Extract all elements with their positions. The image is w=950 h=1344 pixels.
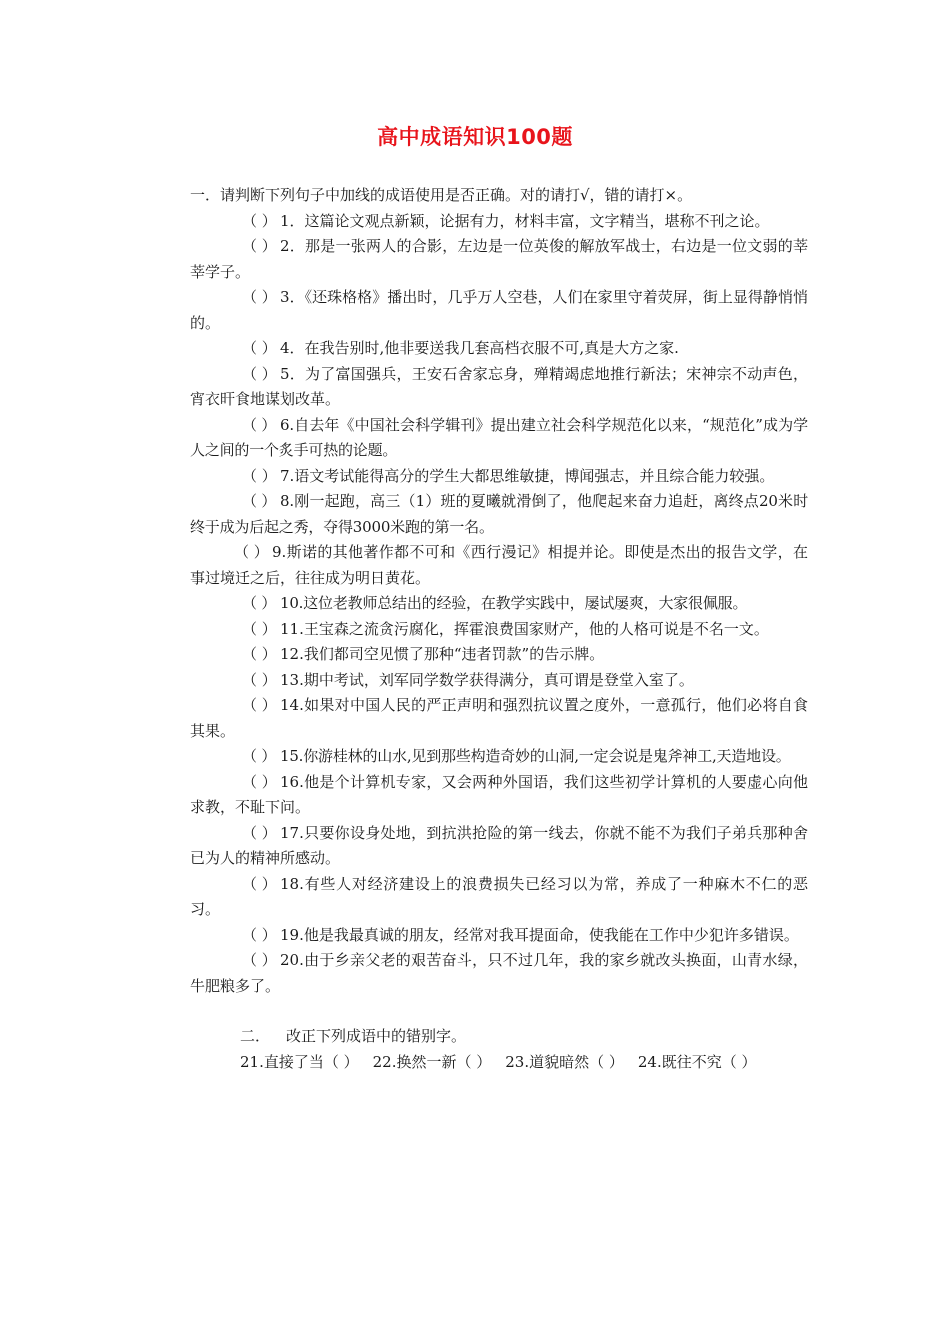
question-text: 1．这篇论文观点新颖，论据有力，材料丰富，文字精当，堪称不刊之论。: [280, 211, 770, 230]
question-text: 9.斯诺的其他著作都不可和《西行漫记》相提并论。即使是杰出的报告文学，在事过境迁之后，往往成为明日黄花。: [190, 543, 808, 587]
question-18: [190, 872, 808, 923]
answer-blank: （ ）: [242, 670, 277, 689]
answer-blank: （ ）: [242, 492, 277, 510]
question-text: 17.只要你设身处地，到抗洪抢险的第一线去，你就不能不为我们子弟兵那种舍已为人的精神所感动。: [190, 823, 808, 867]
answer-blank: （ ）: [242, 874, 277, 893]
question-14: [190, 693, 808, 744]
answer-blank: （ ）: [242, 696, 277, 714]
answer-blank: （ ）: [242, 211, 277, 230]
question-text: 11.王宝森之流贪污腐化，挥霍浪费国家财产，他的人格可说是不名一文。: [280, 619, 769, 638]
question-17: [190, 821, 808, 872]
question-15: [190, 744, 808, 770]
answer-blank: （ ）: [242, 594, 277, 612]
answer-blank: （ ）: [242, 772, 277, 791]
correction-item-24: 24.既往不究（ ）: [637, 1052, 757, 1071]
question-2: [190, 234, 808, 285]
answer-blank: （ ）: [242, 466, 277, 485]
section-spacer: [190, 999, 808, 1024]
question-text: 6.自去年《中国社会科学辑刊》提出建立社会科学规范化以来，“规范化”成为学人之间的一个炙手可热的论题。: [190, 415, 808, 459]
question-text: 10.这位老教师总结出的经验，在教学实践中，屡试屡爽，大家很佩服。: [280, 594, 748, 612]
correction-item-23: 23.道貌暗然（ ）: [505, 1052, 624, 1071]
answer-blank: （ ）: [242, 619, 277, 638]
question-text: 13.期中考试，刘军同学数学获得满分，真可谓是登堂入室了。: [280, 670, 694, 689]
correction-items: [190, 1050, 808, 1076]
answer-blank: （ ）: [242, 339, 277, 357]
question-19: [190, 923, 808, 949]
answer-blank: （ ）: [242, 823, 277, 842]
section2-heading: [190, 1024, 808, 1050]
question-11: [190, 617, 808, 643]
section1-instruction: 一．请判断下列句子中加线的成语使用是否正确。对的请打√，错的请打×。: [190, 186, 693, 204]
answer-blank: （ ）: [242, 288, 277, 306]
answer-blank: （ ）: [242, 364, 277, 383]
question-text: 12.我们都司空见惯了那种“违者罚款”的告示牌。: [280, 645, 605, 663]
question-7: [190, 464, 808, 490]
question-text: 4．在我告别时,他非要送我几套高档衣服不可,真是大方之家.: [280, 339, 679, 357]
answer-blank: （ ）: [242, 951, 277, 969]
question-3: [190, 285, 808, 336]
correction-item-21: 21.直接了当（ ）: [240, 1052, 359, 1071]
answer-blank: （ ）: [242, 415, 277, 434]
correction-item-22: 22.换然一新（ ）: [372, 1052, 492, 1071]
question-10: [190, 591, 808, 617]
question-6: [190, 413, 808, 464]
question-1: [190, 209, 808, 235]
document-body: [190, 183, 808, 1075]
question-text: 18.有些人对经济建设上的浪费损失已经习以为常，养成了一种麻木不仁的恶习。: [190, 874, 808, 918]
question-13: [190, 668, 808, 694]
question-12: [190, 642, 808, 668]
question-4: [190, 336, 808, 362]
question-5: [190, 362, 808, 413]
question-text: 7.语文考试能得高分的学生大都思维敏捷，博闻强志，并且综合能力较强。: [280, 466, 775, 485]
answer-blank: （ ）: [242, 747, 277, 765]
answer-blank: （ ）: [242, 237, 277, 255]
question-text: 8.刚一起跑，高三（1）班的夏曦就滑倒了，他爬起来奋力追赶，离终点20米时终于成为后起之秀，夺得3000米跑的第一名。: [190, 492, 808, 536]
question-text: 15.你游桂林的山水,见到那些构造奇妙的山洞,一定会说是鬼斧神工,天造地设。: [280, 747, 791, 765]
question-text: 2．那是一张两人的合影，左边是一位英俊的解放军战士，右边是一位文弱的莘莘学子。: [190, 237, 808, 281]
question-text: 3．《还珠格格》播出时，几乎万人空巷，人们在家里守着荧屏，街上显得静悄悄的。: [190, 288, 808, 332]
section2-title: 改正下列成语中的错别字。: [286, 1027, 467, 1045]
question-20: [190, 948, 808, 999]
question-text: 16.他是个计算机专家，又会两种外国语，我们这些初学计算机的人要虚心向他求教，不耻下问。: [190, 772, 808, 816]
question-text: 14.如果对中国人民的严正声明和强烈抗议置之度外，一意孤行，他们必将自食其果。: [190, 696, 808, 740]
question-text: 19.他是我最真诚的朋友，经常对我耳提面命，使我能在工作中少犯许多错误。: [280, 925, 799, 944]
question-text: 5．为了富国强兵，王安石舍家忘身，殚精竭虑地推行新法；宋神宗不动声色，宵衣旰食地谋划改革。: [190, 364, 808, 408]
answer-blank: （ ）: [242, 645, 277, 663]
section2-number: 二．: [240, 1027, 271, 1045]
document-title: 高中成语知识100题: [377, 125, 573, 149]
question-text: 20.由于乡亲父老的艰苦奋斗，只不过几年，我的家乡就改头换面，山青水绿，牛肥粮多了。: [190, 951, 808, 995]
answer-blank: （ ）: [234, 543, 269, 561]
answer-blank: （ ）: [242, 925, 277, 944]
question-9: [190, 540, 808, 591]
question-8: [190, 489, 808, 540]
question-16: [190, 770, 808, 821]
